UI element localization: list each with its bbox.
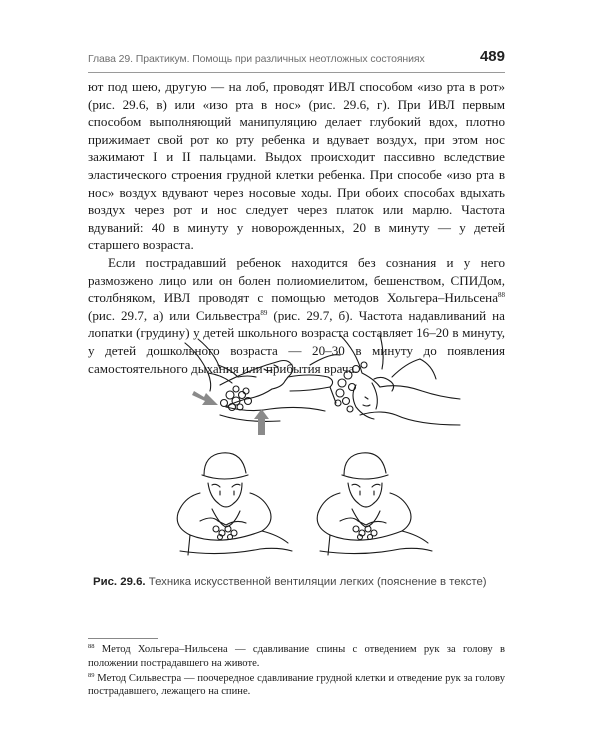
illustration-head-tilt (185, 339, 340, 421)
caption-text: Техника искусственной вентиляции легких (пояснение в тексте) (145, 576, 487, 588)
caption-label: Рис. 29.6. (93, 576, 146, 588)
footnote-88 (88, 643, 505, 671)
footnote-text: Метод Хольгера–Нильсена — сдавливание спины с отведением рук за голову в положении пострадавшего на животе. (88, 644, 505, 669)
footnote-89 (88, 672, 505, 700)
paragraph-2-part-c: (рис. 29.7, б). Частота надавливаний на лопатки (грудину) у детей школьного возраста составляет 16–20 в минуту, у детей дошкольного возраста — 20–30 в минуту до появления самостоятельного дыхания или прибытия врача. (88, 307, 505, 376)
illustration-head-profile (335, 335, 460, 425)
header-rule (88, 72, 505, 73)
illustration-nurse-mouth-to-nose (317, 453, 432, 555)
figure-29-6 (160, 325, 500, 570)
footnote-ref-89: 89 (260, 308, 268, 317)
arrow-icons (192, 391, 269, 435)
footnotes (88, 643, 505, 700)
running-header (88, 47, 505, 71)
running-title: Глава 29. Практикум. Помощь при различных неотложных состояниях (88, 53, 425, 65)
paragraph-1: ют под шею, другую — на лоб, проводят ИВЛ способом «изо рта в рот» (рис. 29.6, в) или «изо рта в нос» (рис. 29.6, г). При ИВЛ первым способом выполняющий манипуляцию делает глубокий вдох, плотно прижимает свой рот ко рту ребенка и вдувает воздух, при этом нос зажимают I и II пальцами. Выдох происходит пассивно вследствие эластического строения грудной клетки ребенка. При способе «изо рта в нос» воздух вдувают через носовые ходы. При обоих способах вдыхать воздух через рот и нос следует через платок или марлю. Частота вдуваний: 40 в минуту у новорожденных, 20 в минуту — у детей старшего возраста. (88, 79, 505, 253)
footnote-mark: 88 (88, 643, 95, 650)
footnote-mark: 89 (88, 671, 95, 679)
paragraph-2-part-a: Если пострадавший ребенок находится без сознания и у него размозжено лицо или он болен полиомиелитом, бешенством, СПИДом, столбняком, ИВЛ проводят с помощью методов Хольгера–Нильсена (88, 254, 505, 306)
footnote-rule (88, 638, 158, 639)
footnote-text: Метод Сильвестра — поочередное сдавливание грудной клетки и отведение рук за голову пострадавшего, лежащего на спине. (88, 672, 505, 698)
paragraph-2-part-b: (рис. 29.7, а) или Сильвестра (88, 307, 261, 323)
footnote-ref-88: 88 (498, 291, 505, 300)
figure-caption (93, 576, 513, 588)
illustration-nurse-mouth-to-mouth (177, 453, 292, 555)
page-number: 489 (479, 48, 505, 65)
